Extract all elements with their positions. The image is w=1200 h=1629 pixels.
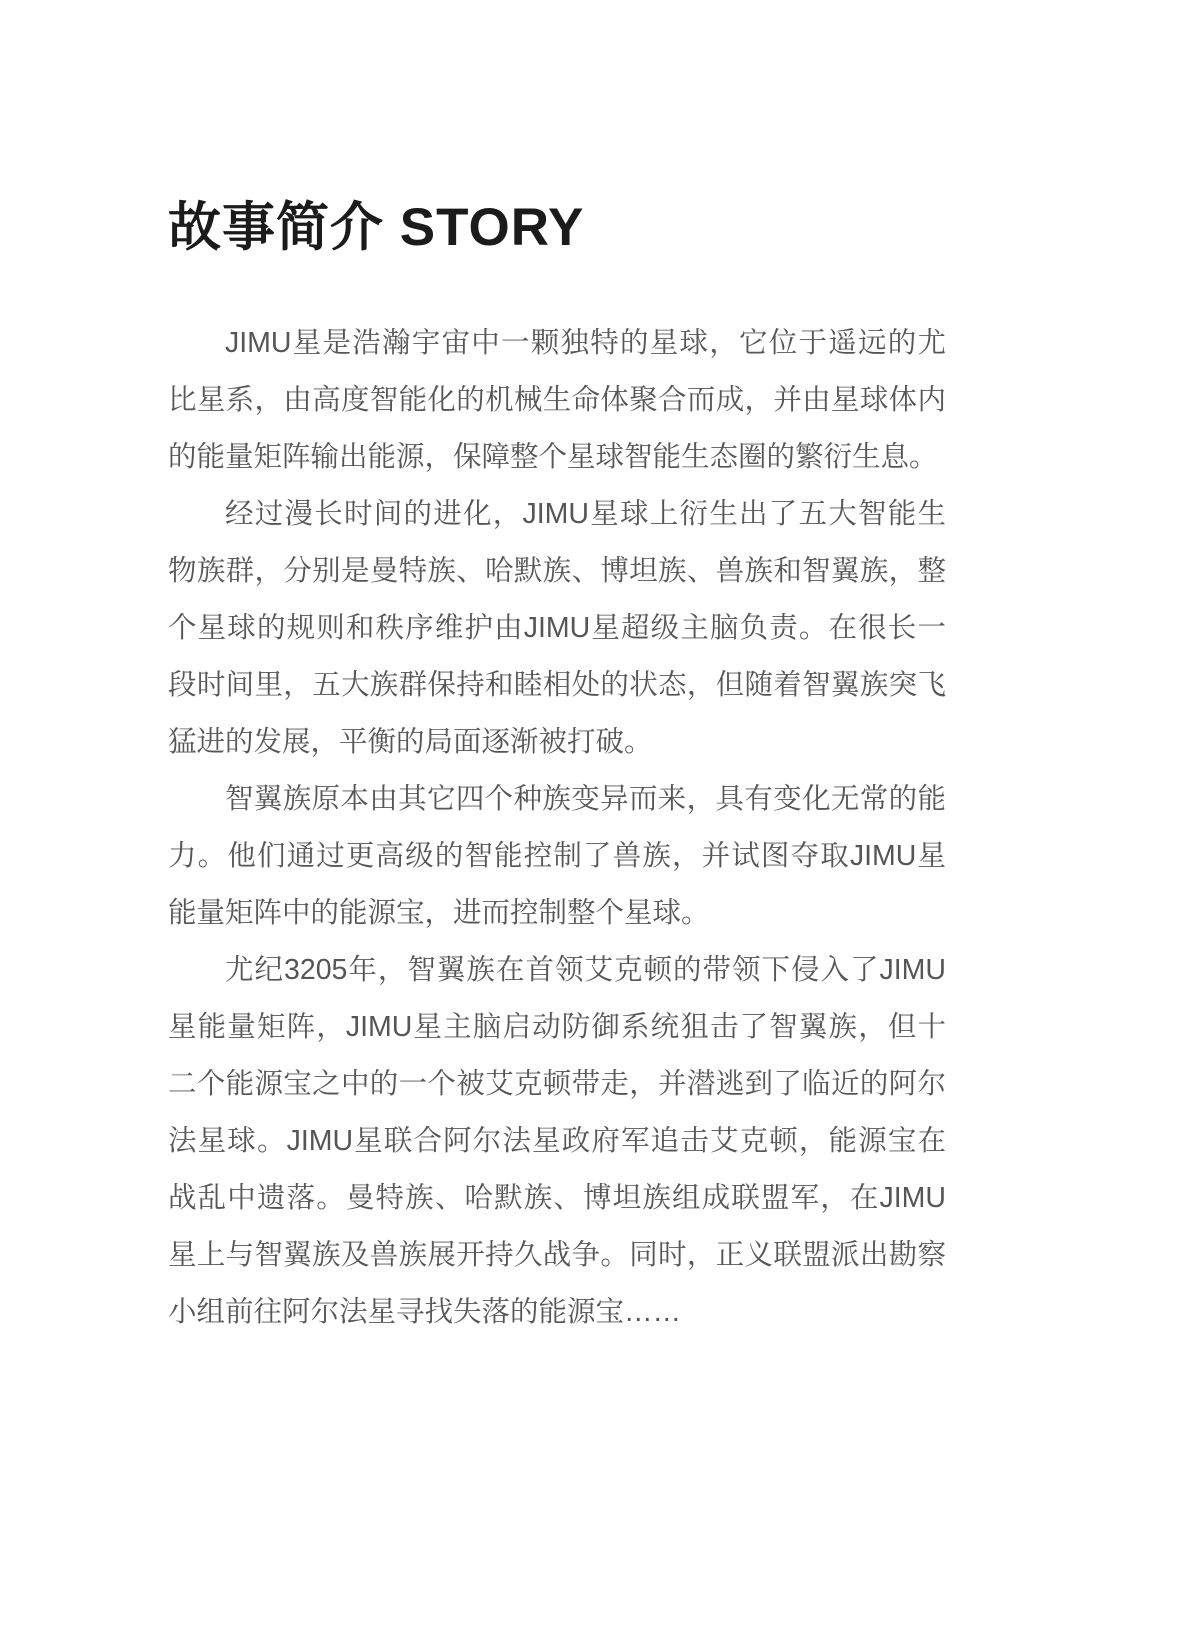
page-title: 故事简介 STORY — [168, 198, 585, 257]
story-content — [168, 197, 946, 1341]
story-paragraph-1: JIMU星是浩瀚宇宙中一颗独特的星球，它位于遥远的尤比星系，由高度智能化的机械生命体聚合而成，并由星球体内的能量矩阵输出能源，保障整个星球智能生态圈的繁衍生息。 — [168, 327, 946, 473]
story-paragraph-3: 智翼族原本由其它四个种族变异而来，具有变化无常的能力。他们通过更高级的智能控制了兽族，并试图夺取JIMU星能量矩阵中的能源宝，进而控制整个星球。 — [168, 783, 946, 929]
story-paragraph-2: 经过漫长时间的进化，JIMU星球上衍生出了五大智能生物族群，分别是曼特族、哈默族、博坦族、兽族和智翼族，整个星球的规则和秩序维护由JIMU星超级主脑负责。在很长一段时间里，五大族群保持和睦相处的状态，但随着智翼族突飞猛进的发展，平衡的局面逐渐被打破。 — [168, 498, 946, 758]
story-body — [168, 315, 946, 1341]
story-paragraph-4: 尤纪3205年，智翼族在首领艾克顿的带领下侵入了JIMU星能量矩阵，JIMU星主脑启动防御系统狙击了智翼族，但十二个能源宝之中的一个被艾克顿带走，并潜逃到了临近的阿尔法星球。JIMU星联合阿尔法星政府军追击艾克顿，能源宝在战乱中遗落。曼特族、哈默族、博坦族组成联盟军，在JIMU星上与智翼族及兽族展开持久战争。同时，正义联盟派出勘察小组前往阿尔法星寻找失落的能源宝…… — [168, 954, 946, 1328]
